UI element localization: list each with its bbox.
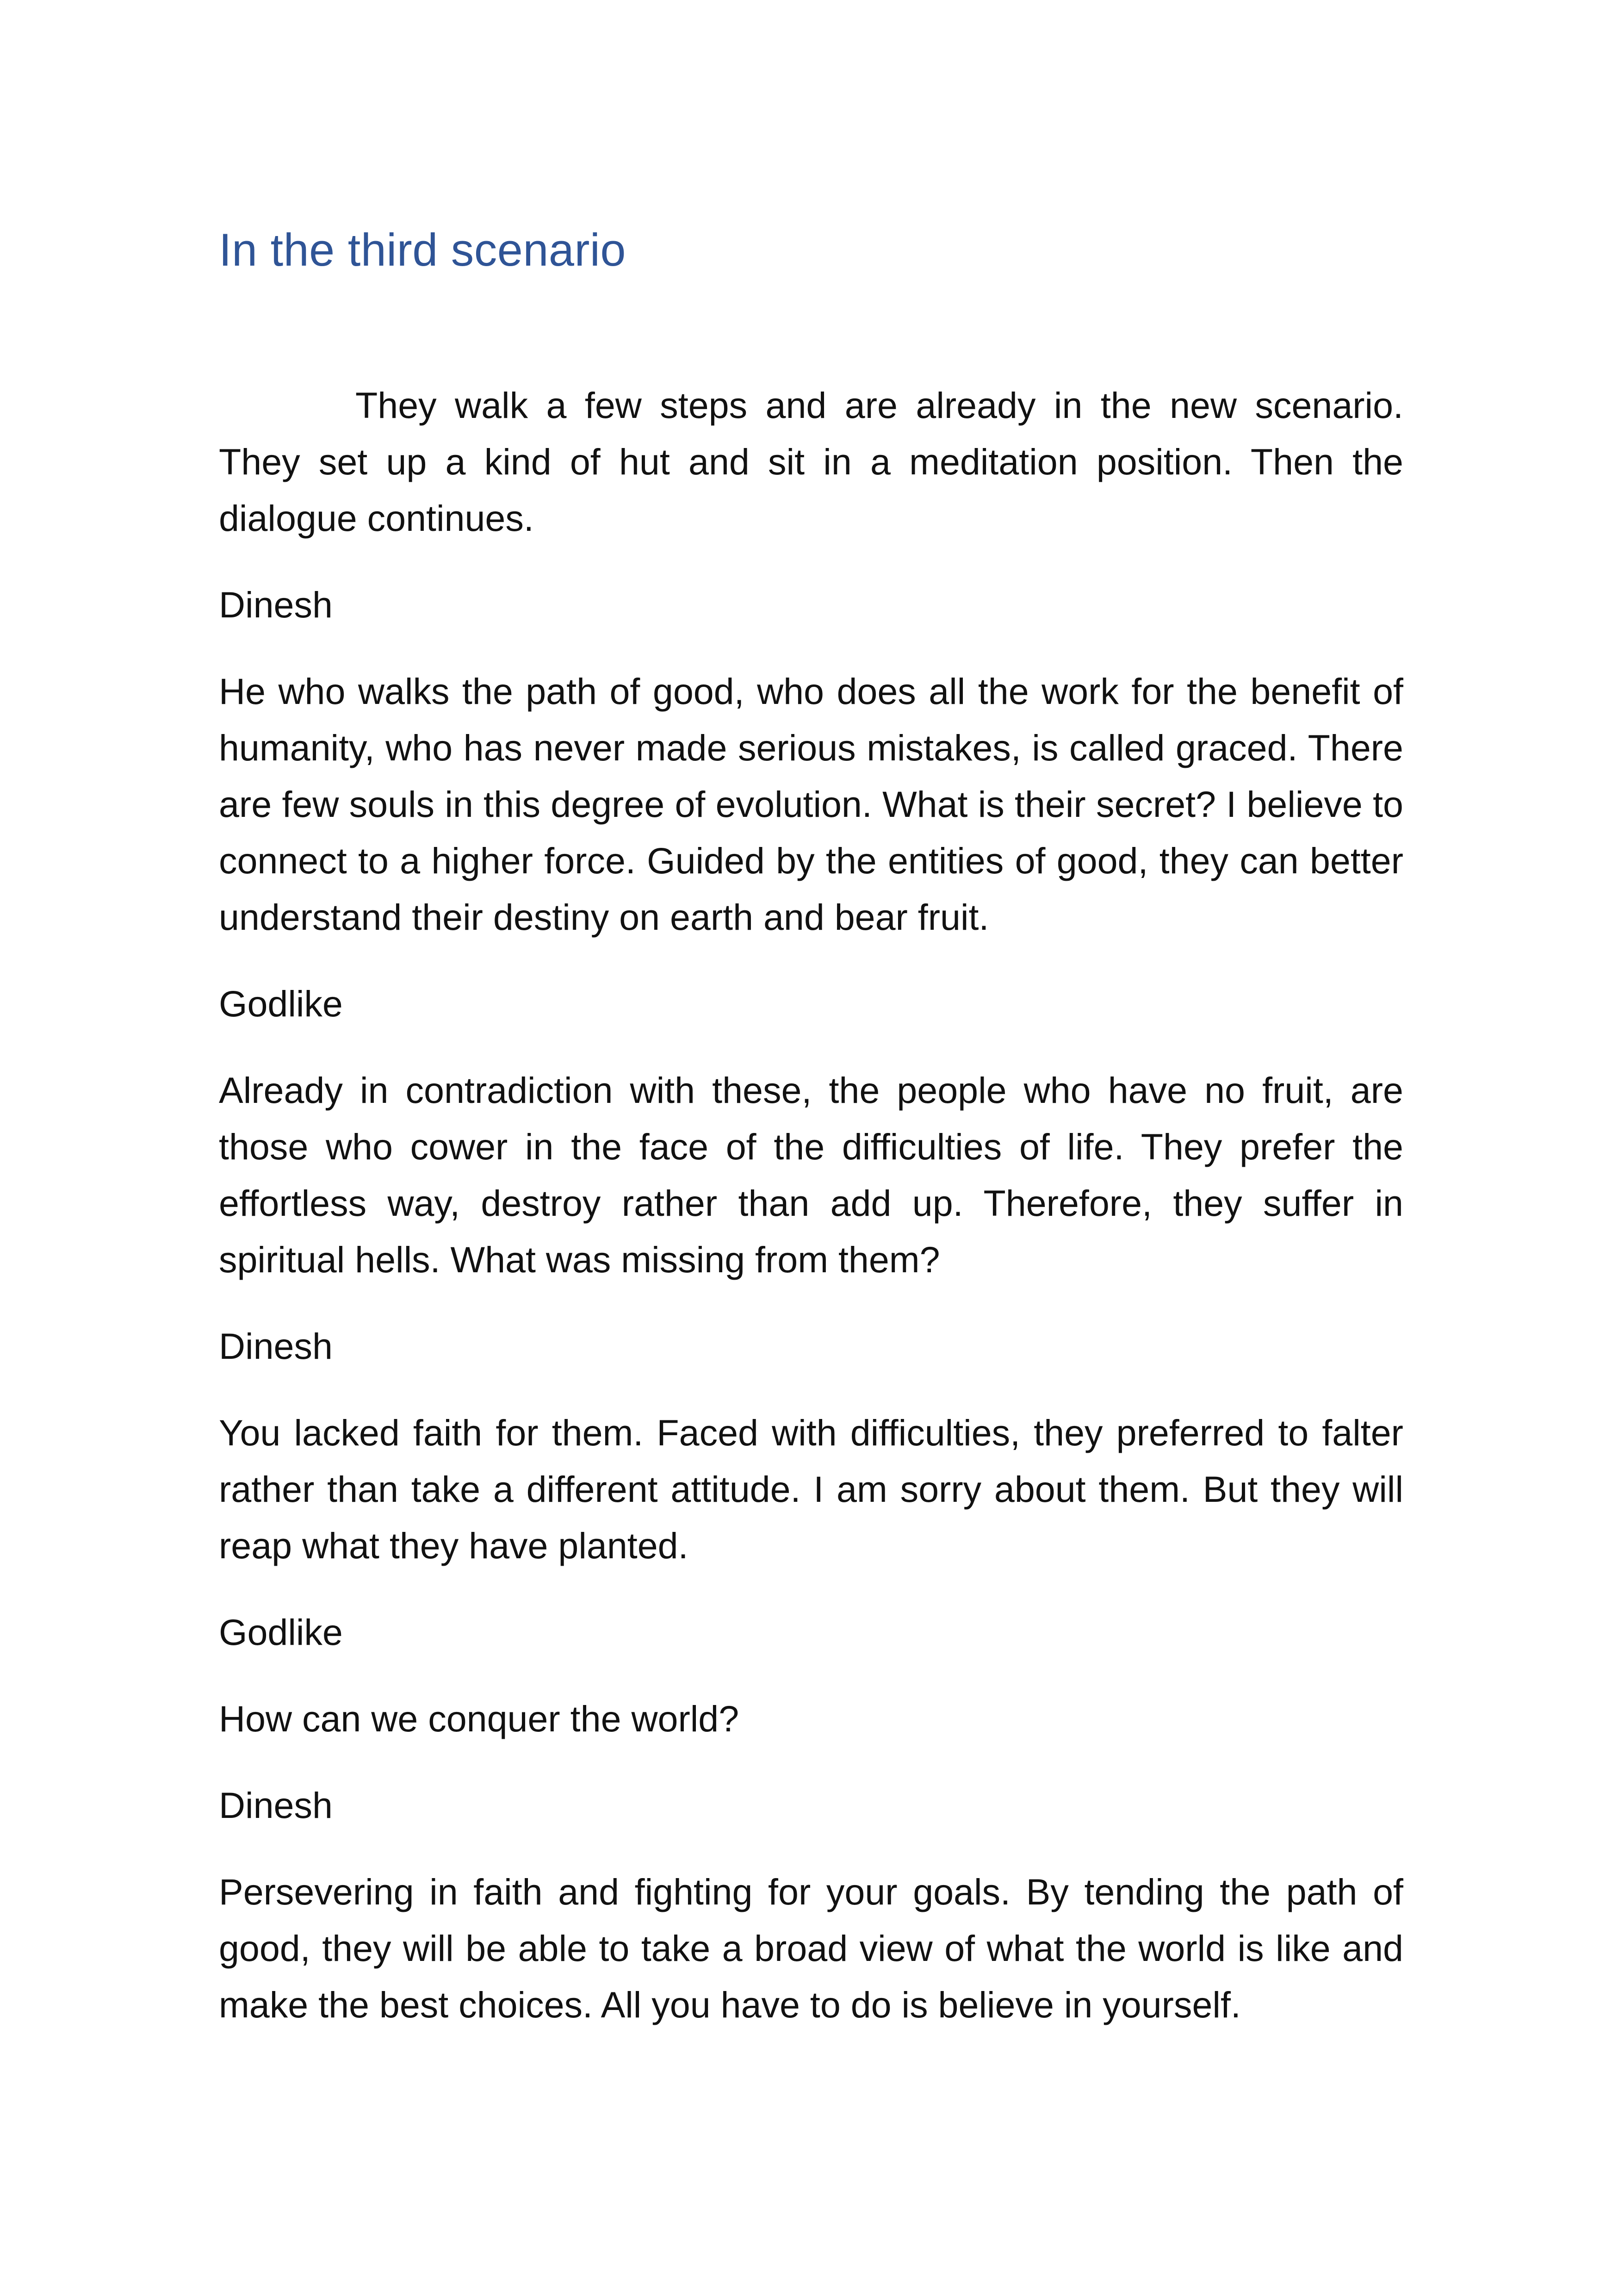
dialogue-paragraph: Already in contradiction with these, the people who have no fruit, are those who cower in the face of the difficulties of life. They prefer the effortless way, destroy rather than add up. Therefore, they suffer in spiritual hells. What was missing from them?: [219, 1070, 1403, 1280]
speaker-name: Godlike: [219, 1612, 343, 1653]
dialogue-paragraph: How can we conquer the world?: [219, 1698, 739, 1739]
dialogue-paragraph: He who walks the path of good, who does all the work for the benefit of humanity, who has never made serious mistakes, is called graced. There are few souls in this degree of evolution. What is their secret? I believe to connect to a higher force. Guided by the entities of good, they can better understand their destiny on earth and bear fruit.: [219, 671, 1403, 938]
speaker-name: Godlike: [219, 983, 343, 1024]
speaker-name: Dinesh: [219, 584, 333, 625]
section-heading: In the third scenario: [219, 224, 626, 275]
dialogue-paragraph: Persevering in faith and fighting for your goals. By tending the path of good, they will be able to take a broad view of what the world is like and make the best choices. All you have to do is believe in yourself.: [219, 1871, 1403, 2025]
speaker-name: Dinesh: [219, 1785, 333, 1826]
narration-paragraph: They walk a few steps and are already in the new scenario. They set up a kind of hut and sit in a meditation position. Then the dialogue continues.: [219, 385, 1403, 539]
speaker-name: Dinesh: [219, 1325, 333, 1367]
dialogue-paragraph: You lacked faith for them. Faced with difficulties, they preferred to falter rather than take a different attitude. I am sorry about them. But they will reap what they have planted.: [219, 1412, 1403, 1566]
page-content: [219, 218, 1403, 2063]
